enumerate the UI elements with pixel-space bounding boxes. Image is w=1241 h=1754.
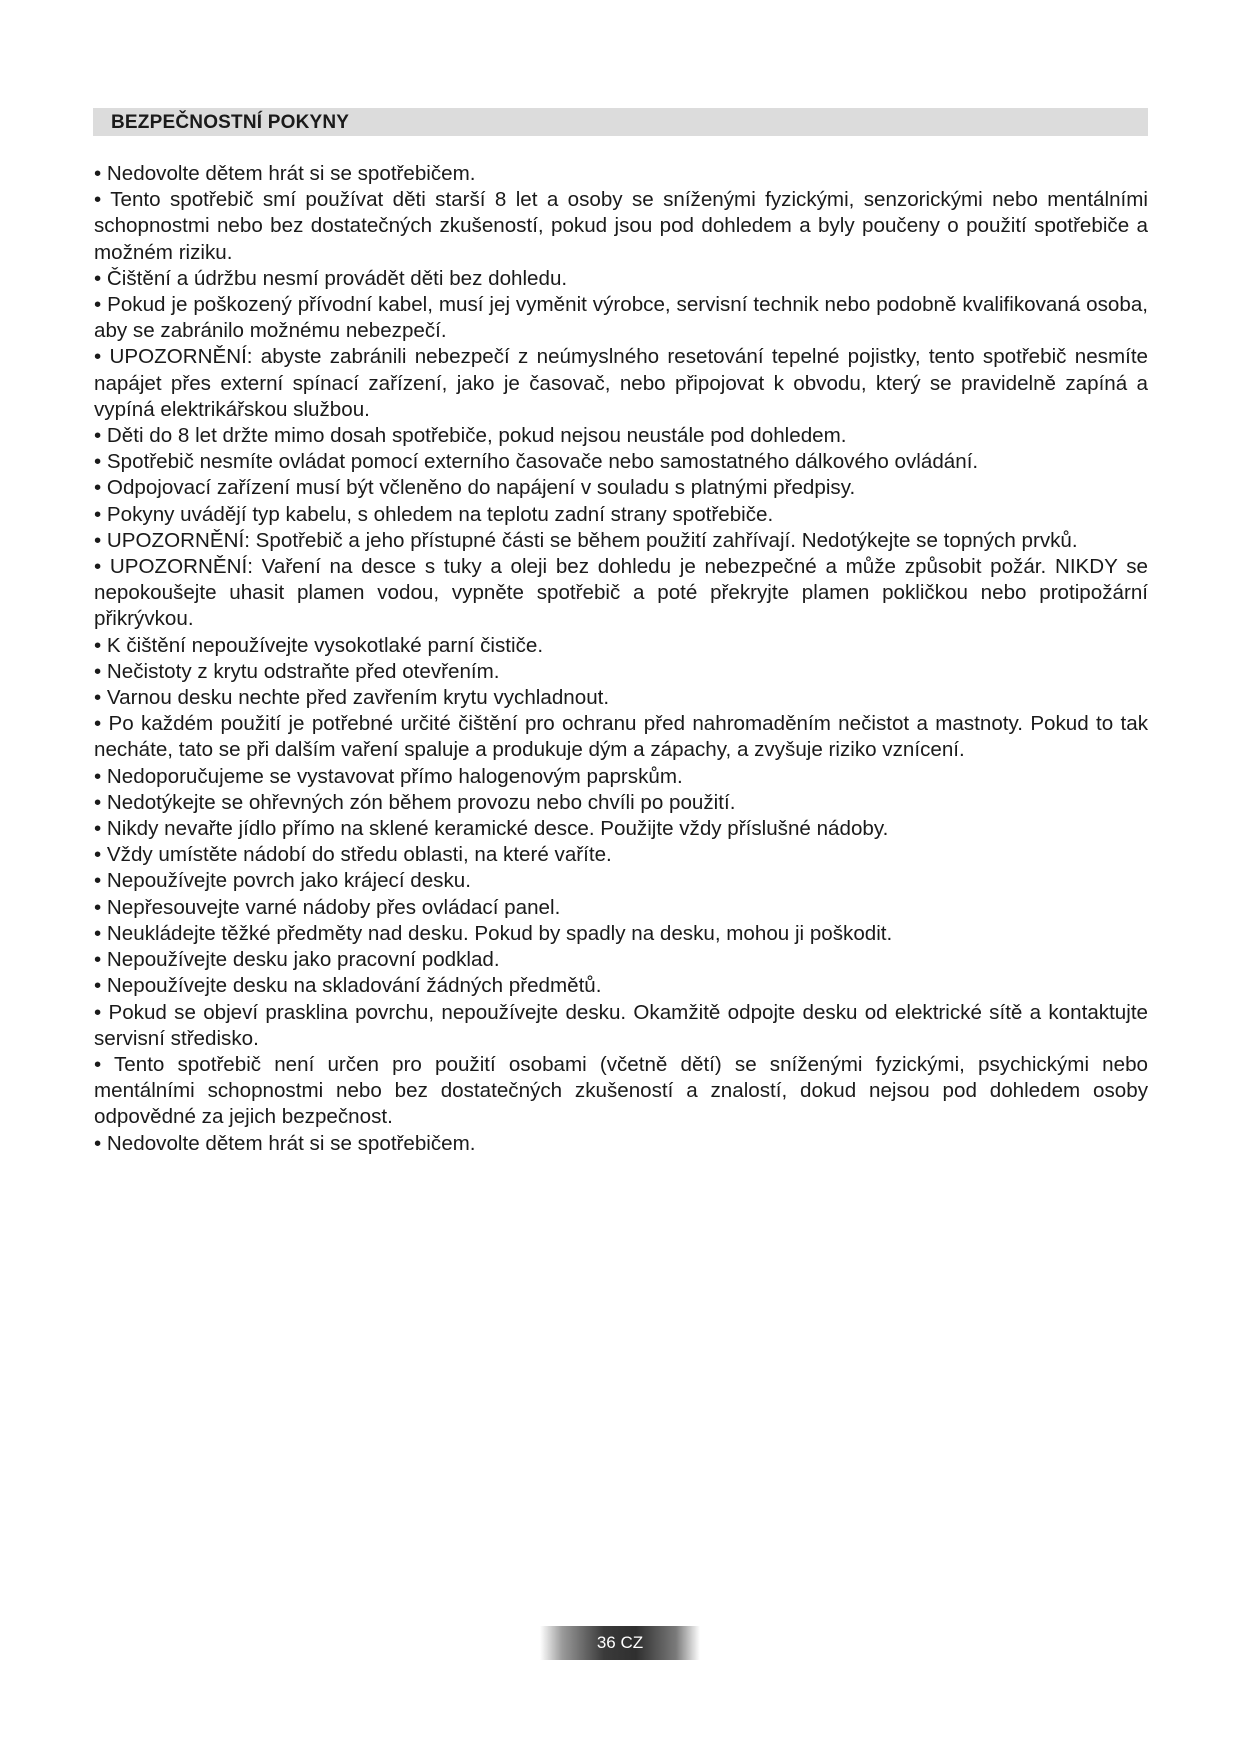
instruction-item: • Nepoužívejte desku jako pracovní podklad. xyxy=(94,948,500,972)
instruction-item: • UPOZORNĚNÍ: abyste zabránili nebezpečí z neúmyslného resetování tepelné pojistky, tento spotřebič nesmíte napájet přes externí spínací zařízení, jako je časovač, nebo připojovat k obvodu, který se pravidelně zapíná a vypíná elektrikářskou službou. xyxy=(94,345,1148,421)
instruction-item: • K čištění nepoužívejte vysokotlaké parní čističe. xyxy=(94,633,544,657)
instruction-item: • Pokud je poškozený přívodní kabel, musí jej vyměnit výrobce, servisní technik nebo podobně kvalifikovaná osoba, aby se zabránilo možnému nebezpečí. xyxy=(94,293,1148,343)
section-title: BEZPEČNOSTNÍ POKYNY xyxy=(111,112,350,133)
instruction-item: • Nedoporučujeme se vystavovat přímo halogenovým paprskům. xyxy=(94,764,683,788)
instruction-item: • Odpojovací zařízení musí být včleněno do napájení v souladu s platnými předpisy. xyxy=(94,476,856,500)
instruction-item: • Varnou desku nechte před zavřením krytu vychladnout. xyxy=(94,686,610,710)
safety-instructions-list xyxy=(94,161,1148,1157)
instruction-item: • Tento spotřebič není určen pro použití osobami (včetně dětí) se sníženými fyzickými, psychickými nebo mentálními schopnostmi nebo bez dostatečných zkušeností a znalostí, dokud nejsou pod dohledem osoby odpovědné za jejich bezpečnost. xyxy=(94,1052,1148,1129)
instruction-item: • Spotřebič nesmíte ovládat pomocí externího časovače nebo samostatného dálkového ovládání. xyxy=(94,450,979,474)
instruction-item: • Po každém použití je potřebné určité čištění pro ochranu před nahromaděním nečistot a mastnoty. Pokud to tak necháte, tato se při dalším vaření spaluje a produkuje dým a zápachy, a zvyšuje riziko vznícení. xyxy=(94,712,1148,762)
instruction-item: • Nikdy nevařte jídlo přímo na sklené keramické desce. Použijte vždy příslušné nádoby. xyxy=(94,817,889,841)
instruction-item: • Pokud se objeví prasklina povrchu, nepoužívejte desku. Okamžitě odpojte desku od elektrické sítě a kontaktujte servisní středisko. xyxy=(94,1000,1148,1050)
instruction-item: • Tento spotřebič smí používat děti starší 8 let a osoby se sníženými fyzickými, senzorickými nebo mentálními schopnostmi nebo bez dostatečných zkušeností, pokud jsou pod dohledem a byly poučeny o použití spotřebiče a možném riziku. xyxy=(94,188,1148,264)
instruction-item: • Nedovolte dětem hrát si se spotřebičem. xyxy=(94,1131,476,1155)
section-header-bar xyxy=(93,108,1148,136)
instruction-item: • Nepoužívejte desku na skladování žádných předmětů. xyxy=(94,974,602,998)
instruction-item: • Čištění a údržbu nesmí provádět děti bez dohledu. xyxy=(94,266,568,290)
instruction-item: • Nepřesouvejte varné nádoby přes ovládací panel. xyxy=(94,895,561,919)
instruction-item: • Neukládejte těžké předměty nad desku. Pokud by spadly na desku, mohou ji poškodit. xyxy=(94,921,893,945)
instruction-item: • Nepoužívejte povrch jako krájecí desku. xyxy=(94,869,471,893)
instruction-item: • Nečistoty z krytu odstraňte před otevřením. xyxy=(94,659,500,683)
instruction-item: • Nedovolte dětem hrát si se spotřebičem. xyxy=(94,162,476,185)
page-number-badge xyxy=(540,1626,700,1660)
instruction-item: • Děti do 8 let držte mimo dosah spotřebiče, pokud nejsou neustále pod dohledem. xyxy=(94,424,847,448)
instruction-item: • UPOZORNĚNÍ: Spotřebič a jeho přístupné části se během použití zahřívají. Nedotýkejte se topných prvků. xyxy=(94,528,1078,552)
instruction-item: • Vždy umístěte nádobí do středu oblasti, na které vaříte. xyxy=(94,843,612,867)
instruction-item: • Nedotýkejte se ohřevných zón během provozu nebo chvíli po použití. xyxy=(94,790,736,814)
instruction-item: • UPOZORNĚNÍ: Vaření na desce s tuky a oleji bez dohledu je nebezpečné a může způsobit požár. NIKDY se nepokoušejte uhasit plamen vodou, vypněte spotřebič a poté překryjte plamen pokličkou nebo protipožární přikrývkou. xyxy=(94,555,1148,631)
instruction-item: • Pokyny uvádějí typ kabelu, s ohledem na teplotu zadní strany spotřebiče. xyxy=(94,502,774,526)
page-number: 36 CZ xyxy=(596,1633,644,1652)
